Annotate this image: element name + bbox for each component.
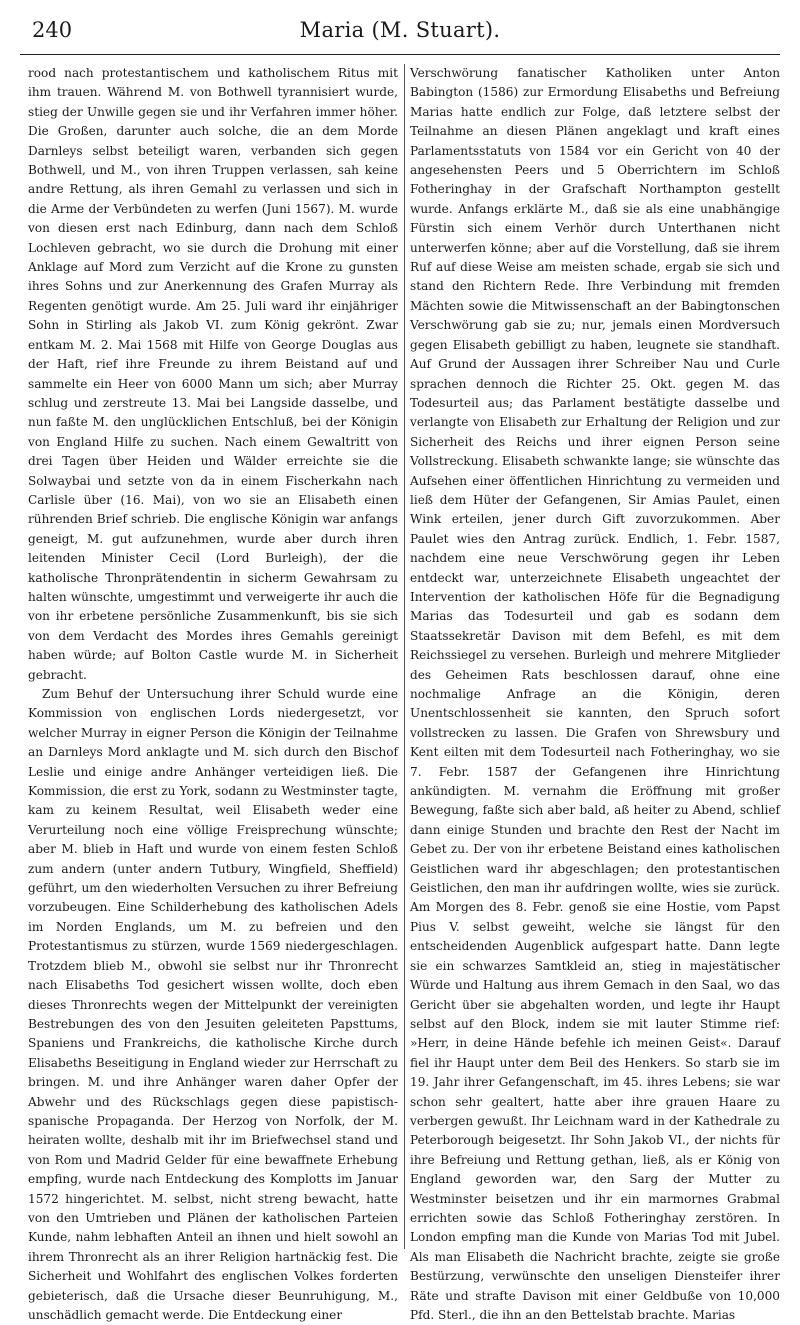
column-divider <box>404 64 405 1249</box>
right-column <box>410 64 780 1322</box>
page-number: 240 <box>32 18 73 42</box>
dictionary-page <box>20 10 780 1322</box>
paragraph: Verschwörung fanatischer Katholiken unter Anton Babington (1586) zur Ermordung Elisabeths und Befreiung Marias hatte endlich zur Folge, daß letztere selbst der Teilnahme an diesen Plänen angeklagt und kraft eines Parlamentsstatuts von 1584 vor ein Gericht von 40 der angesehensten Peers und 5 Oberrichtern im Schloß Fotheringhay in der Grafschaft Northampton gestellt wurde. Anfangs erklärte M., daß sie als eine unabhängige Fürstin sich einem Verhör durch Unterthanen nicht unterwerfen könne; aber auf die Vorstellung, daß sie ihrem Ruf auf diese Weise am meisten schade, ergab sie sich und stand den Richtern Rede. Ihre Verbindung mit fremden Mächten sowie die Mitwissenschaft an der Babingtonschen Verschwörung gab sie zu; nur, jemals einen Mordversuch gegen Elisabeth gebilligt zu haben, leugnete sie standhaft. Auf Grund der Aussagen ihrer Schreiber Nau und Curle sprachen dennoch die Richter 25. Okt. gegen M. das Todesurteil aus; das Parlament bestätigte dasselbe und verlangte von Elisabeth zur Erhaltung der Religion und zur Sicherheit des Reichs und ihrer eignen Person seine Vollstreckung. Elisabeth schwankte lange; sie wünschte das Aufsehen einer öffentlichen Hinrichtung zu vermeiden und ließ dem Hüter der Gefangenen, Sir Amias Paulet, einen Wink erteilen, jener durch Gift zuvorzukommen. Aber Paulet wies den Antrag zurück. Endlich, 1. Febr. 1587, nachdem eine neue Verschwörung gegen ihr Leben entdeckt war, unterzeichnete Elisabeth ungeachtet der Intervention der katholischen Höfe für die Begnadigung Marias das Todesurteil und gab es sodann dem Staatssekretär Davison mit dem Befehl, es mit dem Reichssiegel zu versehen. Burleigh und mehrere Mitglieder des Geheimen Rats beschlossen darauf, ohne eine nochmalige Anfrage an die Königin, deren Unentschlossenheit sie kannten, den Spruch sofort vollstrecken zu lassen. Die Grafen von Shrewsbury und Kent eilten mit dem Todesurteil nach Fotheringhay, wo sie 7. Febr. 1587 der Gefangenen ihre Hinrichtung ankündigten. M. vernahm die Eröffnung mit großer Bewegung, faßte sich aber bald, aß heiter zu Abend, schlief dann einige Stunden und brachte den Rest der Nacht im Gebet zu. Der von ihr erbetene Beistand eines katholischen Geistlichen ward ihr abgeschlagen; den protestantischen Geistlichen, den man ihr aufdringen wollte, wies sie zurück. Am Morgen des 8. Febr. genoß sie eine Hostie, vom Papst Pius V. selbst geweiht, welche sie längst für den entscheidenden Augenblick aufgespart hatte. Dann legte sie ein schwarzes Samtkleid an, stieg in majestätischer Würde und Haltung aus ihrem Gemach in den Saal, wo das Gericht über sie abgehalten worden, und legte ihr Haupt selbst auf den Block, indem sie mit lauter Stimme rief: »Herr, in deine Hände befehle ich meinen Geist«. Darauf fiel ihr Haupt unter dem Beil des Henkers. So starb sie im 19. Jahr ihrer Gefangenschaft, im 45. ihres Lebens; sie war schon sehr gealtert, hatte aber ihre grauen Haare zu verbergen gewußt. Ihr Leichnam ward in der Kathedrale zu Peterborough beigesetzt. Ihr Sohn Jakob VI., der nichts für ihre Befreiung und Rettung gethan, ließ, als er König von England geworden war, den Sarg der Mutter zu Westminster beisetzen und ihr ein marmornes Grabmal errichten sowie das Schloß Fotheringhay zerstören. In London empfing man die Kunde von Marias Tod mit Jubel. Als man Elisabeth die Nachricht brachte, zeigte sie große Bestürzung, verwünschte den unseligen Diensteifer ihrer Räte und strafte Davison mit einer Geldbuße von 10,000 Pfd. Sterl., die ihn an den Bettelstab brachte. Marias <box>410 66 780 1322</box>
left-column <box>28 64 398 1322</box>
text-columns <box>28 64 780 1322</box>
paragraph: Zum Behuf der Untersuchung ihrer Schuld wurde eine Kommission von englischen Lords niedergesetzt, vor welcher Murray in eigner Person die Königin der Teilnahme an Darnleys Mord anklagte und M. sich durch den Bischof Leslie und einige andre Anhänger verteidigen ließ. Die Kommission, die erst zu York, sodann zu Westminster tagte, kam zu keinem Resultat, weil Elisabeth weder eine Verurteilung noch eine völlige Freisprechung wünschte; aber M. blieb in Haft und wurde von einem festen Schloß zum andern (unter andern Tutbury, Wingfield, Sheffield) geführt, um den wiederholten Versuchen zu ihrer Befreiung vorzubeugen. Eine Schilderhebung des katholischen Adels im Norden Englands, um M. zu befreien und den Protestantismus zu stürzen, wurde 1569 niedergeschlagen. Trotzdem blieb M., obwohl sie selbst nur ihr Thronrecht nach Elisabeths Tod gesichert wissen wollte, doch eben dieses Thronrechts wegen der Mittelpunkt der vereinigten Bestrebungen des von den Jesuiten geleiteten Papsttums, Spaniens und Frankreichs, die katholische Kirche durch Elisabeths Beseitigung in England wieder zur Herrschaft zu bringen. M. und ihre Anhänger waren daher Opfer der Abwehr und des Rückschlags gegen diese papistisch-spanische Propaganda. Der Herzog von Norfolk, der M. heiraten wollte, deshalb mit ihr im Briefwechsel stand und von Rom und Madrid Gelder für eine bewaffnete Erhebung empfing, wurde nach Entdeckung des Komplotts im Januar 1572 hingerichtet. M. selbst, nicht streng bewacht, hatte von den Umtrieben und Plänen der katholischen Parteien Kunde, nahm lebhaften Anteil an ihnen und hielt sowohl an ihrem Thronrecht als an ihrer Religion hartnäckig fest. Die Sicherheit und Wohlfahrt des englischen Volkes forderten gebieterisch, daß die Ursache dieser Beunruhigung, M., unschädlich gemacht werde. Die Entdeckung einer <box>28 687 398 1322</box>
page-header <box>20 10 780 55</box>
running-head: Maria (M. Stuart). <box>299 18 501 42</box>
paragraph: rood nach protestantischem und katholischem Ritus mit ihm trauen. Während M. von Bothwell tyrannisiert wurde, stieg der Unwille gegen sie und ihr Verfahren immer höher. Die Großen, darunter auch solche, die an dem Morde Darnleys selbst beteiligt waren, verbanden sich gegen Bothwell, und M., von ihren Truppen verlassen, sah keine andre Rettung, als ihren Gemahl zu verlassen und sich in die Arme der Verbündeten zu werfen (Juni 1567). M. wurde von diesen erst nach Edinburg, dann nach dem Schloß Lochleven gebracht, wo sie durch die Drohung mit einer Anklage auf Mord zum Verzicht auf die Krone zu gunsten ihres Sohns und zur Anerkennung des Grafen Murray als Regenten genötigt wurde. Am 25. Juli ward ihr einjähriger Sohn in Stirling als Jakob VI. zum König gekrönt. Zwar entkam M. 2. Mai 1568 mit Hilfe von George Douglas aus der Haft, rief ihre Freunde zu ihrem Beistand auf und sammelte ein Heer von 6000 Mann um sich; aber Murray schlug und zerstreute 13. Mai bei Langside dasselbe, und nun faßte M. den unglücklichen Entschluß, bei der Königin von England Hilfe zu suchen. Nach einem Gewaltritt von drei Tagen über Heiden und Wälder erreichte sie die Solwaybai und setzte von da in einem Fischerkahn nach Carlisle über (16. Mai), von wo sie an Elisabeth einen rührenden Brief schrieb. Die englische Königin war anfangs geneigt, M. gut aufzunehmen, wurde aber durch ihren leitenden Minister Cecil (Lord Burleigh), der die katholische Thronprätendentin in sicherm Gewahrsam zu halten wünschte, umgestimmt und verweigerte ihr auch die von ihr erbetene persönliche Zusammenkunft, bis sie sich von dem Verdacht des Mordes ihres Gemahls gereinigt haben würde; auf Bolton Castle wurde M. in Sicherheit gebracht. <box>28 66 398 682</box>
